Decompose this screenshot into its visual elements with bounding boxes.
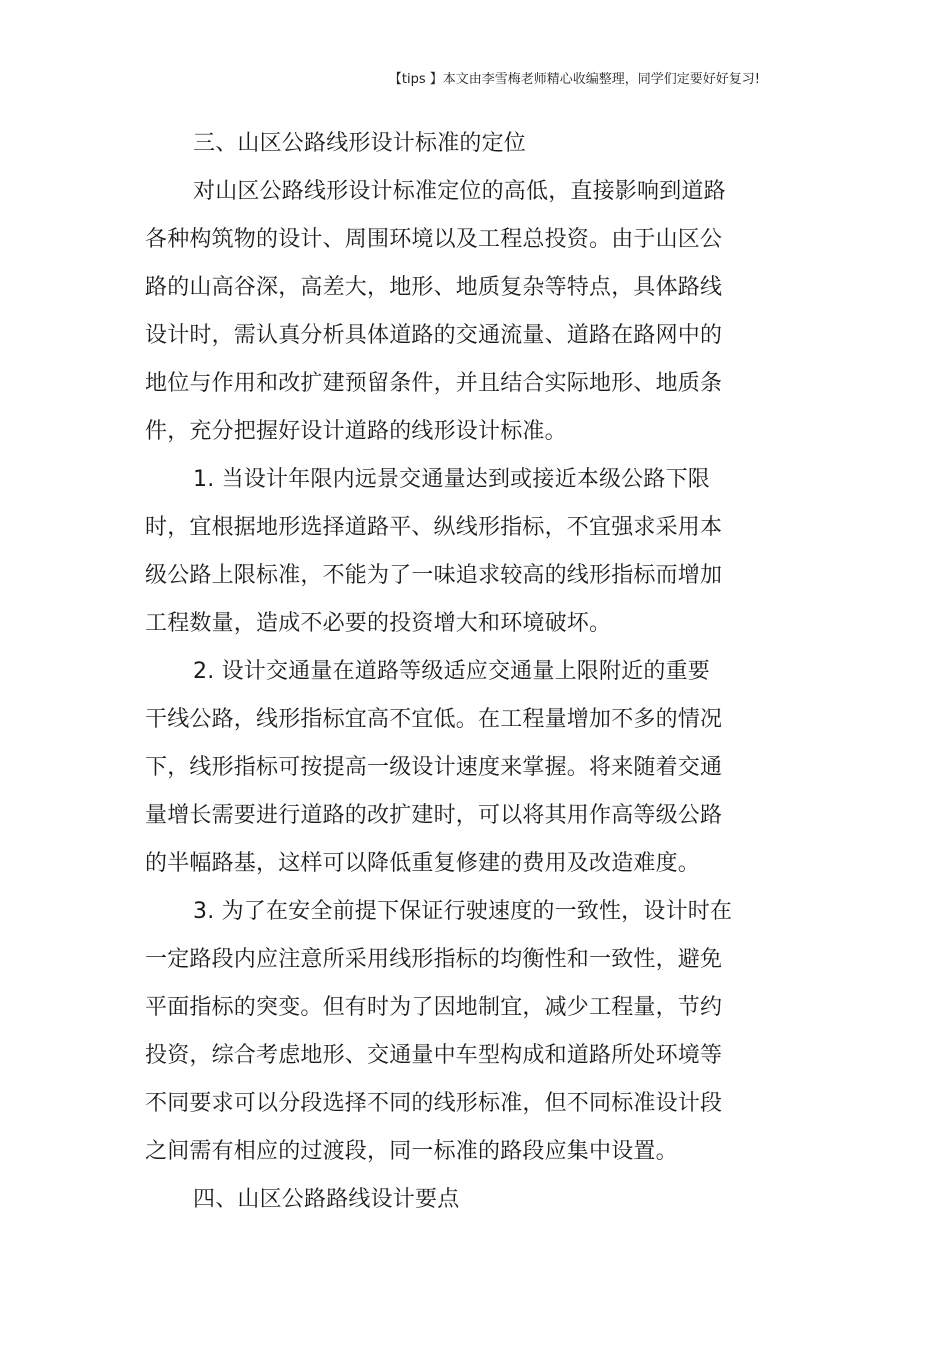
paragraph-line: 地位与作用和改扩建预留条件，并且结合实际地形、地质条 [145, 371, 723, 396]
paragraph-line: 件，充分把握好设计道路的线形设计标准。 [145, 419, 567, 444]
paragraph-line: 对山区公路线形设计标准定位的高低，直接影响到道路 [193, 179, 726, 204]
paragraph-line: 一定路段内应注意所采用线形指标的均衡性和一致性，避免 [145, 947, 723, 972]
list-item-line: 3. 为了在安全前提下保证行驶速度的一致性，设计时在 [193, 899, 733, 924]
paragraph-line: 投资，综合考虑地形、交通量中车型构成和道路所处环境等 [145, 1043, 723, 1068]
paragraph-line: 路的山高谷深，高差大，地形、地质复杂等特点，具体路线 [145, 275, 723, 300]
paragraph-line: 之间需有相应的过渡段，同一标准的路段应集中设置。 [145, 1139, 678, 1164]
paragraph-line: 量增长需要进行道路的改扩建时，可以将其用作高等级公路 [145, 803, 723, 828]
document-body [145, 120, 750, 1224]
paragraph-line: 不同要求可以分段选择不同的线形标准，但不同标准设计段 [145, 1091, 723, 1116]
section-heading: 三、山区公路线形设计标准的定位 [193, 131, 527, 156]
paragraph-line: 平面指标的突变。但有时为了因地制宜，减少工程量，节约 [145, 995, 723, 1020]
header-tips: 【tips 】本文由李雪梅老师精心收编整理，同学们定要好好复习! [388, 72, 760, 87]
paragraph-line: 时，宜根据地形选择道路平、纵线形指标，不宜强求采用本 [145, 515, 723, 540]
section-heading: 四、山区公路路线设计要点 [193, 1187, 460, 1212]
paragraph-line: 设计时，需认真分析具体道路的交通流量、道路在路网中的 [145, 323, 723, 348]
paragraph-line: 工程数量，造成不必要的投资增大和环境破坏。 [145, 611, 612, 636]
paragraph-line: 的半幅路基，这样可以降低重复修建的费用及改造难度。 [145, 851, 701, 876]
list-item-line: 2. 设计交通量在道路等级适应交通量上限附近的重要 [193, 659, 710, 684]
paragraph-line: 各种构筑物的设计、周围环境以及工程总投资。由于山区公 [145, 227, 723, 252]
paragraph-line: 干线公路，线形指标宜高不宜低。在工程量增加不多的情况 [145, 707, 723, 732]
paragraph-line: 级公路上限标准，不能为了一味追求较高的线形指标而增加 [145, 563, 723, 588]
list-item-line: 1. 当设计年限内远景交通量达到或接近本级公路下限 [193, 467, 710, 492]
paragraph-line: 下，线形指标可按提高一级设计速度来掌握。将来随着交通 [145, 755, 723, 780]
